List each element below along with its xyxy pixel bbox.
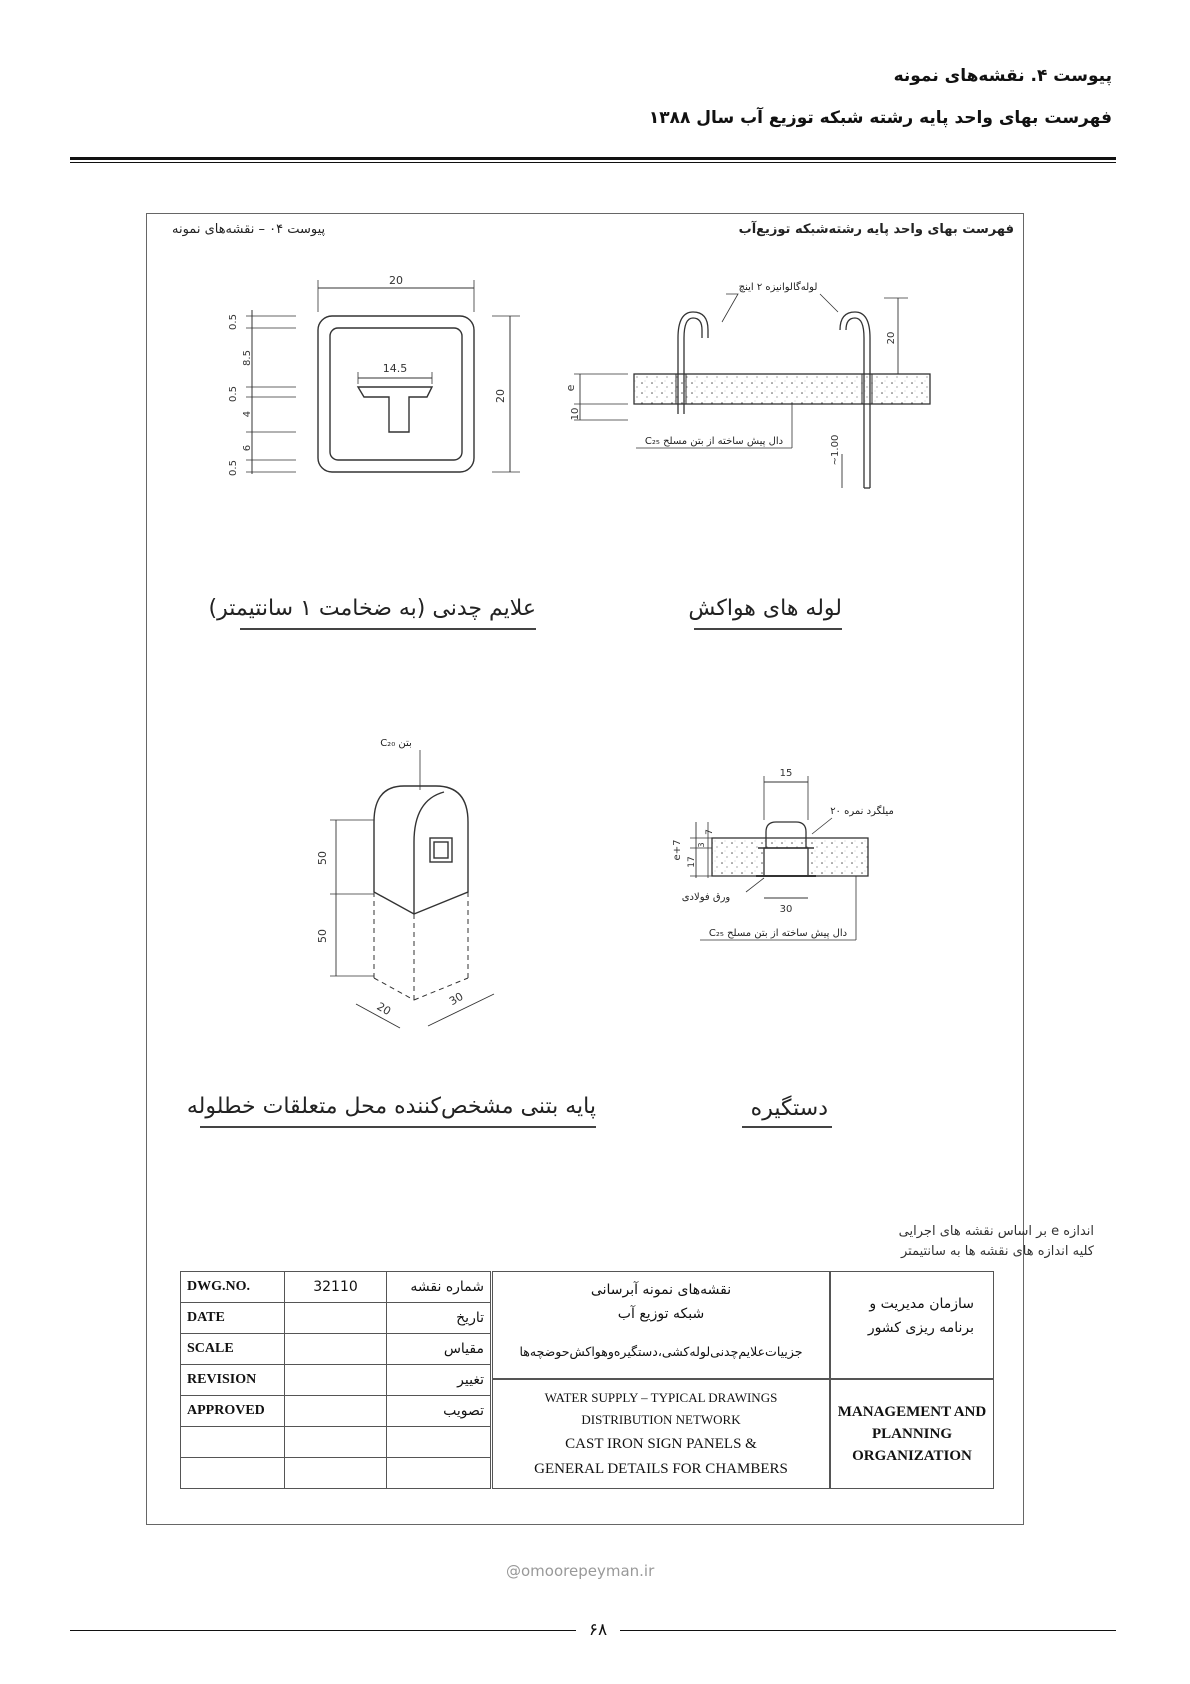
sign-dim-left-3: 0.5 — [228, 386, 239, 402]
drawing-notes — [899, 1222, 1094, 1262]
tb-fa-cell: تغییر — [387, 1365, 491, 1396]
caption-vent-pipes: لوله های هواکش — [688, 596, 842, 621]
post-dim-lower: 50 — [316, 929, 329, 943]
tb-fa-cell: تصویب — [387, 1396, 491, 1427]
caption-underline-post — [200, 1126, 596, 1128]
sign-dim-width: 20 — [389, 274, 403, 287]
table-row — [181, 1365, 491, 1396]
table-row — [181, 1396, 491, 1427]
tb-val-cell — [285, 1303, 387, 1334]
tb-val-cell — [285, 1396, 387, 1427]
tb-en-cell: DWG.NO. — [181, 1272, 285, 1303]
marker-post-drawing — [330, 750, 494, 1028]
sign-panel-drawing — [246, 280, 520, 474]
sign-dim-inner: 14.5 — [382, 362, 408, 375]
handle-label-slab: دال پیش ساخته از بتن مسلح C₂₅ — [708, 928, 848, 939]
table-row — [181, 1303, 491, 1334]
note-line: اندازه e بر اساس نقشه های اجرایی — [898, 1224, 1094, 1239]
post-dim-a: 20 — [374, 999, 394, 1019]
table-row — [181, 1272, 491, 1303]
handle-label-rebar: میلگرد نمره ۲۰ — [830, 806, 894, 817]
tb-en-cell — [181, 1458, 285, 1489]
tb-fa-cell: تاریخ — [387, 1303, 491, 1334]
vent-dim-e: e — [564, 384, 577, 392]
handle-label-steel: ورق فولادی — [681, 892, 731, 903]
table-row — [181, 1334, 491, 1365]
tb-en-title-4: GENERAL DETAILS FOR CHAMBERS — [534, 1461, 788, 1477]
tb-val-cell — [285, 1334, 387, 1365]
sign-dim-height: 20 — [494, 389, 507, 403]
handle-dim-17: 17 — [687, 856, 697, 868]
vent-dim-20: 20 — [886, 331, 897, 345]
tb-en-cell: REVISION — [181, 1365, 285, 1396]
tb-val-cell — [285, 1365, 387, 1396]
header-line-1: پیوست ۴. نقشه‌های نمونه — [893, 66, 1112, 86]
tb-org-en-3: ORGANIZATION — [852, 1448, 972, 1464]
tb-fa-cell: مقیاس — [387, 1334, 491, 1365]
footer-rule-left — [70, 1630, 576, 1631]
watermark-text: @omoorepeyman.ir — [506, 1562, 655, 1580]
title-block-table — [180, 1271, 491, 1489]
sheet-title-right: فهرست بهای واحد پایه رشته‌شبکه توزیع‌آب — [738, 222, 1014, 237]
footer-rule-right — [620, 1630, 1116, 1631]
post-label-concrete: بتن C₂₀ — [380, 738, 412, 749]
tb-en-title-1: WATER SUPPLY – TYPICAL DRAWINGS — [544, 1390, 778, 1405]
vent-pipes-drawing — [574, 294, 930, 488]
tb-en-cell — [181, 1427, 285, 1458]
tb-fa-title-3: جزییات‌علایم‌چدنی‌لوله‌کشی،دستگیره‌وهواکش‌حوضچه‌ها — [519, 1344, 803, 1359]
sign-dim-left-5: 6 — [242, 444, 253, 452]
caption-handle: دستگیره — [750, 1096, 828, 1121]
tb-fa-title-2: شبکه توزیع آب — [617, 1306, 705, 1322]
caption-underline-handle — [742, 1126, 832, 1128]
sign-dim-left-4: 4 — [242, 410, 253, 418]
sign-dim-left-1: 0.5 — [228, 314, 239, 330]
sheet-title-left: پیوست ۰۴ – نقشه‌های نمونه — [172, 222, 326, 237]
tb-en-title-3: CAST IRON SIGN PANELS & — [565, 1436, 757, 1452]
table-row — [181, 1458, 491, 1489]
caption-marker-post: پایه بتنی مشخص‌کننده محل متعلقات خطلوله — [186, 1094, 596, 1119]
tb-val-cell — [285, 1427, 387, 1458]
vent-dim-10: 10 — [570, 407, 581, 421]
tb-en-cell: APPROVED — [181, 1396, 285, 1427]
post-dim-upper: 50 — [316, 851, 329, 865]
handle-dim-7: 7 — [705, 829, 715, 835]
tb-org-en-1: MANAGEMENT AND — [837, 1404, 987, 1420]
header-line-2: فهرست بهای واحد پایه رشته شبکه توزیع آب سال ۱۳۸۸ — [648, 108, 1112, 128]
tb-org-fa-1: سازمان مدیریت و — [869, 1296, 974, 1312]
tb-en-cell: SCALE — [181, 1334, 285, 1365]
tb-en-title-2: DISTRIBUTION NETWORK — [581, 1412, 741, 1427]
handle-dim-e7: e+7 — [672, 839, 683, 861]
tb-val-cell — [285, 1458, 387, 1489]
tb-fa-cell — [387, 1458, 491, 1489]
post-dim-b: 30 — [446, 989, 466, 1009]
vent-label-slab: دال پیش ساخته از بتن مسلح C₂₅ — [644, 436, 784, 447]
sign-dim-left-2: 8.5 — [242, 350, 253, 366]
tb-fa-title-1: نقشه‌های نمونه آبرسانی — [590, 1282, 732, 1298]
vent-label-pipe: لوله‌گالوانیزه ۲ اینچ — [738, 282, 818, 293]
handle-dim-bottom: 30 — [779, 904, 793, 915]
handle-drawing — [690, 776, 868, 940]
sign-dim-left-6: 0.5 — [228, 460, 239, 476]
tb-org-fa-2: برنامه ریزی کشور — [867, 1320, 974, 1336]
tb-val-cell: 32110 — [285, 1272, 387, 1303]
caption-underline-sign — [240, 628, 536, 630]
tb-en-cell: DATE — [181, 1303, 285, 1334]
handle-dim-top: 15 — [779, 768, 793, 779]
caption-sign-panel: علایم چدنی (به ضخامت ۱ سانتیمتر) — [208, 596, 536, 621]
tb-org-en-2: PLANNING — [871, 1426, 952, 1442]
caption-underline-vent — [694, 628, 842, 630]
vent-dim-100: ~1.00 — [830, 434, 841, 466]
table-row — [181, 1427, 491, 1458]
handle-dim-3: 3 — [697, 842, 706, 848]
tb-fa-cell: شماره نقشه — [387, 1272, 491, 1303]
tb-fa-cell — [387, 1427, 491, 1458]
note-line: کلیه اندازه های نقشه ها به سانتیمتر — [900, 1244, 1094, 1259]
page-number: ۶۸ — [588, 1620, 608, 1640]
